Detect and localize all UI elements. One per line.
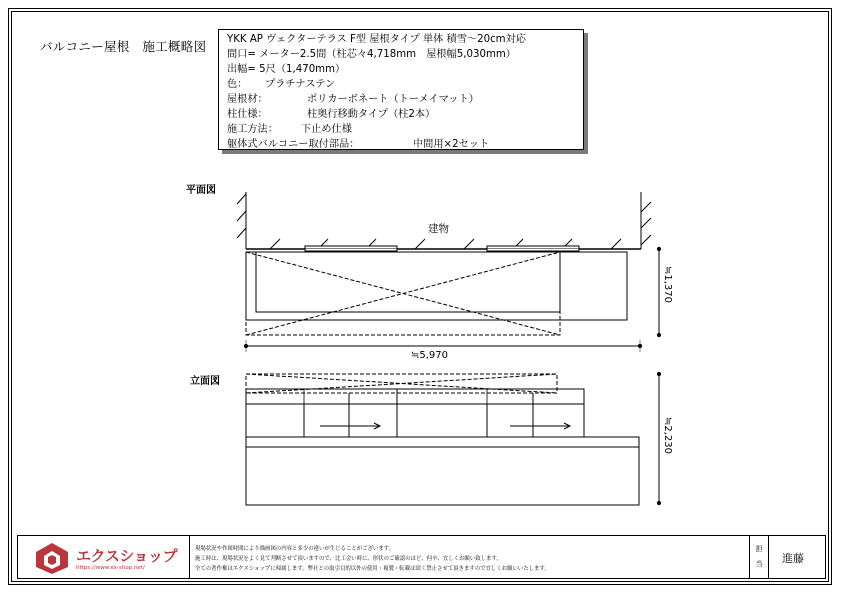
spec-parts-value: 中間用×2セット bbox=[413, 139, 490, 150]
spec-roof-key: 屋根材： bbox=[227, 94, 268, 105]
note-line-2: 施工時は、現場状況をよく見て判断させて頂いますので、比工会い時に、形状のご確認のほど、何卒、宜しくお願い致します。 bbox=[195, 556, 502, 562]
plan-wall bbox=[237, 192, 651, 249]
spec-method-key: 施工方法： bbox=[227, 124, 278, 135]
spec-post-value: 柱奥行移動タイプ（柱2本） bbox=[307, 109, 436, 120]
spec-method-value: 下止め仕様 bbox=[301, 124, 352, 135]
footer-divider bbox=[768, 536, 769, 578]
plan-dimensions bbox=[244, 247, 660, 352]
spec-color-value: プラチナステン bbox=[265, 79, 336, 90]
elevation-railing bbox=[246, 389, 584, 437]
logo-wordmark: エクスショップ bbox=[76, 547, 178, 565]
footer-divider bbox=[189, 536, 190, 578]
footer-notes bbox=[195, 544, 550, 574]
elevation-view-label: 立面図 bbox=[190, 376, 220, 387]
spec-parts-key: 躯体式バルコニー取付部品： bbox=[227, 139, 360, 150]
spec-frontage: 間口= メーター2.5間（柱芯々4,718mm 屋根幅5,030mm） bbox=[227, 49, 516, 60]
depth-dimension: ≒1,370 bbox=[662, 266, 673, 304]
staff-name: 進藤 bbox=[782, 552, 804, 565]
spec-post-key: 柱仕様： bbox=[227, 109, 268, 120]
drawing-title: バルコニー屋根 施工概略図 bbox=[40, 39, 207, 54]
note-line-3: 全ての著作権はエクスショップに帰属します。弊社との取引目的以外の使用・複製・転載は固く禁止させて頂きますので宜しくお願いいたします。 bbox=[195, 566, 550, 572]
elevation-roof bbox=[246, 374, 557, 393]
spec-projection: 出幅= 5尺（1,470mm） bbox=[227, 64, 346, 75]
spec-roof-value: ポリカーボネート（トーメイマット） bbox=[307, 94, 479, 105]
plan-balcony bbox=[246, 252, 627, 320]
elevation-slab bbox=[246, 437, 639, 505]
plan-roof bbox=[246, 252, 560, 335]
plan-view-label: 平面図 bbox=[186, 185, 216, 196]
house-logo-icon bbox=[34, 541, 70, 575]
height-dimension: ≒2,230 bbox=[662, 417, 673, 455]
stamp-label: 担当 bbox=[755, 545, 763, 568]
width-dimension: ≒5,970 bbox=[411, 350, 449, 361]
company-logo bbox=[28, 540, 193, 576]
spec-product: YKK AP ヴェクターテラス F型 屋根タイプ 単体 積雪～20cm対応 bbox=[227, 34, 526, 45]
logo-url: https://www.ex-shop.net/ bbox=[76, 565, 145, 571]
footer-divider bbox=[749, 536, 750, 578]
title-block bbox=[17, 535, 826, 579]
note-line-1: 現場状況や作図時間により描画図の内容と多少の違いが生じることがございます。 bbox=[195, 546, 395, 552]
building-label: 建物 bbox=[428, 223, 449, 235]
spec-color-key: 色： bbox=[227, 79, 248, 90]
elevation-dimension bbox=[657, 372, 660, 504]
